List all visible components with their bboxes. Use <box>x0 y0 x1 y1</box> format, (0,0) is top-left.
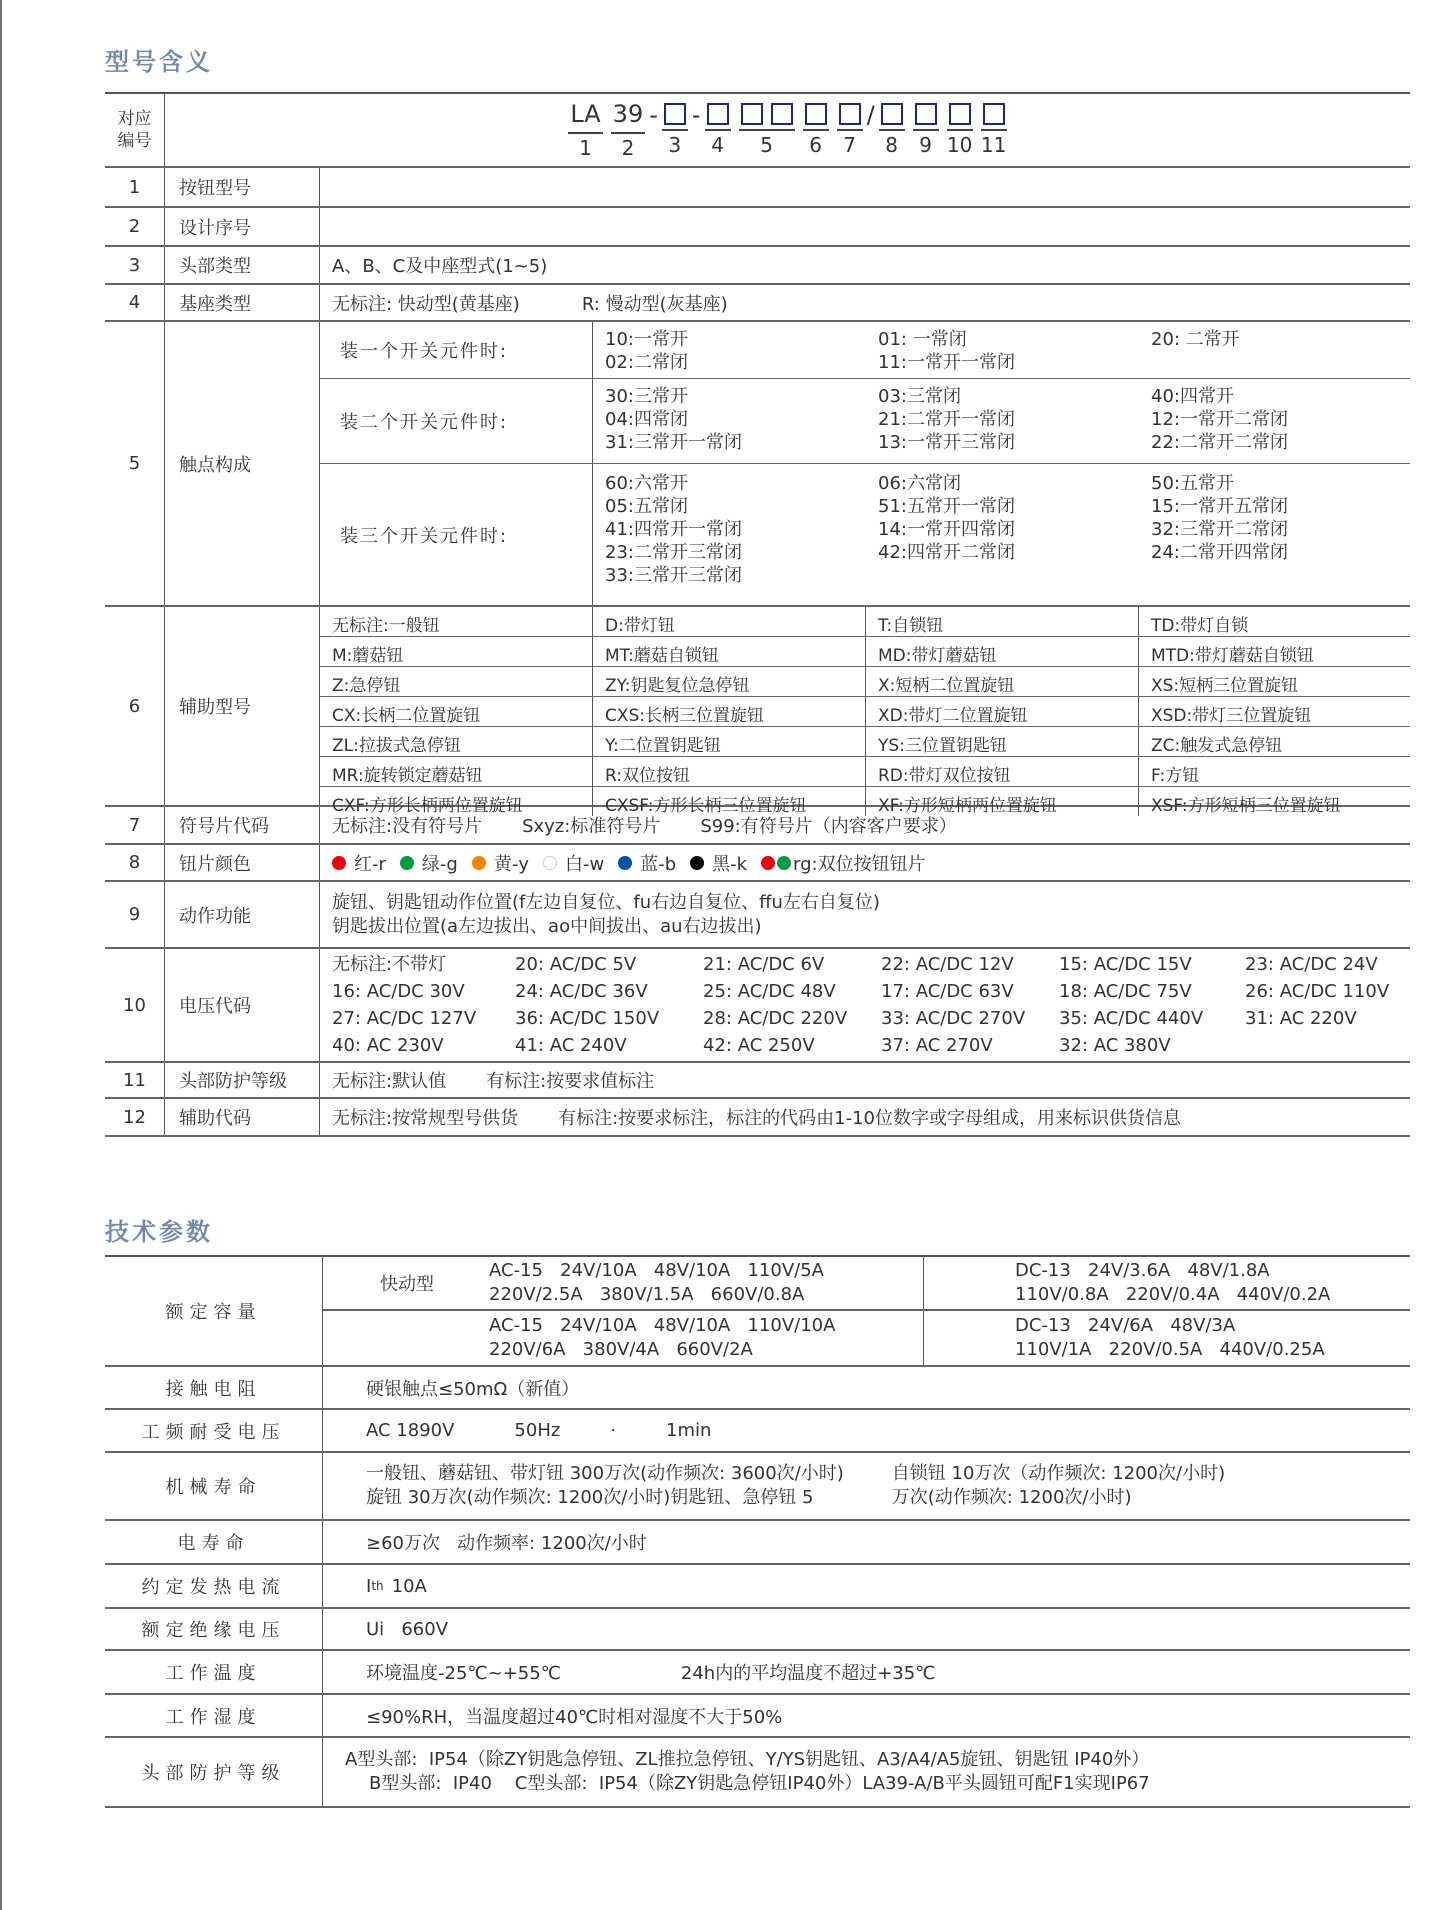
voltage-code: 15: AC/DC 15V <box>1059 954 1192 975</box>
table-row <box>105 1099 1410 1137</box>
code-position-number: 5 <box>760 133 773 157</box>
contact-code-column <box>593 464 866 605</box>
contact-code: 01: 一常闭 <box>878 329 967 350</box>
row-number: 9 <box>105 882 165 947</box>
table-row <box>105 322 1410 607</box>
row-value: 无标注: 快动型(黄基座) <box>332 293 520 315</box>
table-row <box>105 208 1410 247</box>
aux-type-item: CXS:长柄三位置旋钮 <box>593 697 866 727</box>
type-label: 快动型 <box>380 1274 434 1295</box>
table-row <box>105 607 1410 816</box>
code-segment <box>947 103 973 157</box>
row-number: 5 <box>105 322 165 605</box>
row-value <box>323 1453 1410 1519</box>
code-position-number: 10 <box>946 133 973 157</box>
voltage-code: 24: AC/DC 36V <box>515 981 648 1002</box>
row-label: 电寿命 <box>105 1521 323 1563</box>
dc-ratings <box>924 1311 1410 1365</box>
contact-code: 60:六常开 <box>605 473 688 495</box>
voltage-code: 33: AC/DC 270V <box>881 1008 1026 1029</box>
header-label <box>105 94 165 166</box>
table-row <box>105 247 1410 285</box>
code-segment <box>837 103 863 157</box>
rating-line: DC-13 24V/6A 48V/3A <box>1015 1315 1236 1336</box>
table-row <box>105 949 1410 1063</box>
row-value <box>323 1521 1410 1563</box>
voltage-code: 32: AC 380V <box>1059 1035 1171 1056</box>
code-placeholder-box <box>771 103 793 125</box>
capacity-cell <box>323 1257 1410 1365</box>
dc-lines <box>1015 1314 1325 1362</box>
table-row <box>105 1695 1410 1738</box>
text-line: 旋钮 30万次(动作频次: 1200次/小时)钥匙钮、急停钮 5 <box>366 1487 814 1508</box>
voltage-code: 无标注:不带灯 <box>332 954 447 975</box>
code-segment <box>879 103 905 157</box>
contact-subrow <box>320 379 1410 464</box>
voltage-code: 41: AC 240V <box>515 1035 627 1056</box>
row-number: 12 <box>105 1099 165 1135</box>
color-dot-icon <box>332 856 346 870</box>
ac-ratings <box>323 1311 924 1365</box>
voltage-code: 37: AC 270V <box>881 1035 993 1056</box>
row-label: 工作湿度 <box>105 1695 323 1736</box>
code-placeholder-box <box>741 103 763 125</box>
code-position-number: 9 <box>919 133 933 157</box>
contact-code: 32:三常开二常闭 <box>1151 519 1288 541</box>
code-slash: / <box>866 101 875 129</box>
code-segment <box>803 103 829 157</box>
code-segment <box>913 103 939 157</box>
code-position-number: 1 <box>579 136 592 160</box>
color-label: 蓝-b <box>640 853 677 875</box>
color-dot-icon <box>690 856 704 870</box>
row-value <box>320 168 1410 206</box>
voltage-code: 36: AC/DC 150V <box>515 1008 660 1029</box>
table-row <box>105 1410 1410 1453</box>
voltage-code: 25: AC/DC 48V <box>703 981 836 1002</box>
color-dot-icon <box>400 856 414 870</box>
code-segment <box>568 100 602 160</box>
text-line: 钥匙拔出位置(a左边拔出、ao中间拔出、au右边拔出) <box>332 915 762 937</box>
dc-ratings <box>924 1257 1410 1309</box>
header-label-line: 编号 <box>117 131 152 151</box>
contact-code: 33:三常开三常闭 <box>605 565 742 587</box>
contact-code: 13:一常开三常闭 <box>878 431 1015 453</box>
header-label-line: 对应 <box>117 109 152 129</box>
table-row-capacity <box>105 1257 1410 1367</box>
code-segment-top <box>837 103 863 131</box>
table-row <box>105 1453 1410 1521</box>
row-label: 工频耐受电压 <box>105 1410 323 1451</box>
subrow-label: 装一个开关元件时: <box>320 322 593 378</box>
voltage-code: 27: AC/DC 127V <box>332 1008 477 1029</box>
code-position-number: 8 <box>885 133 899 157</box>
voltage-code: 42: AC 250V <box>703 1035 815 1056</box>
contact-code: 40:四常开 <box>1151 385 1234 407</box>
life-right <box>892 1462 1225 1510</box>
contact-code: 21:二常开一常闭 <box>878 408 1015 430</box>
row-number: 2 <box>105 208 165 245</box>
table-row <box>105 882 1410 949</box>
table-row <box>105 1738 1410 1808</box>
section-title-tech: 技术参数 <box>105 1218 213 1246</box>
tech-params-table <box>105 1255 1410 1808</box>
value-part: 环境温度-25℃~+55℃ <box>366 1663 561 1684</box>
row-value: 无标注:按常规型号供货 <box>332 1108 519 1129</box>
text-line: 万次(动作频次: 1200次/小时) <box>891 1487 1132 1508</box>
row-number: 6 <box>105 607 165 805</box>
contact-code: 03:三常闭 <box>878 385 961 407</box>
row-label: 辅助型号 <box>165 607 320 805</box>
current-subscript: th <box>371 1579 384 1593</box>
row-number: 7 <box>105 807 165 843</box>
row-label: 动作功能 <box>165 882 320 947</box>
color-dot-icon <box>777 856 791 870</box>
contact-code: 30:三常开 <box>605 385 688 407</box>
code-position-number: 3 <box>668 133 682 157</box>
contact-code: 14:一常开四常闭 <box>878 519 1015 541</box>
row-label: 头部类型 <box>165 247 320 283</box>
aux-type-item: MT:蘑菇自锁钮 <box>593 637 866 667</box>
contact-code: 20: 二常开 <box>1151 329 1240 350</box>
code-segment <box>705 103 731 157</box>
contact-code: 42:四常开二常闭 <box>878 542 1015 564</box>
code-position-number: 2 <box>621 136 635 160</box>
row-label: 符号片代码 <box>165 807 320 843</box>
protection-lines <box>345 1748 1150 1796</box>
section-title-model: 型号含义 <box>105 48 213 76</box>
code-prefix: LA <box>570 100 601 128</box>
table-row <box>105 807 1410 845</box>
voltage-code: 26: AC/DC 110V <box>1245 981 1390 1002</box>
value-part: · <box>610 1420 617 1441</box>
contact-config-cell <box>320 322 1410 605</box>
contact-code: 31:三常开一常闭 <box>605 431 742 453</box>
row-value <box>320 208 1410 245</box>
aux-type-item: YS:三位置钥匙钮 <box>866 727 1139 757</box>
aux-type-item: XS:短柄三位置旋钮 <box>1139 667 1410 697</box>
voltage-code: 35: AC/DC 440V <box>1059 1008 1204 1029</box>
value-part: 24h内的平均温度不超过+35℃ <box>680 1663 936 1684</box>
aux-type-item: ZL:拉拔式急停钮 <box>320 727 593 757</box>
value-text: ≥60万次 动作频率: 1200次/小时 <box>366 1533 647 1554</box>
aux-type-item: XD:带灯二位置旋钮 <box>866 697 1139 727</box>
color-dot-icon <box>472 856 486 870</box>
code-segment <box>981 103 1007 157</box>
text-line: 旋钮、钥匙钮动作位置(f左边自复位、fu右边自复位、ffu左右自复位) <box>332 891 880 913</box>
voltage-code-grid <box>320 949 1410 1061</box>
dc-lines <box>1015 1259 1330 1307</box>
code-placeholder-box <box>949 103 971 125</box>
rating-line: AC-15 24V/10A 48V/10A 110V/10A <box>489 1315 836 1336</box>
voltage-code: 31: AC 220V <box>1245 1008 1357 1029</box>
code-header-row <box>105 94 1410 168</box>
contact-code: 06:六常闭 <box>878 473 961 495</box>
capacity-subrow <box>323 1257 1410 1311</box>
row-value <box>323 1738 1410 1806</box>
code-position-number: 6 <box>809 133 822 157</box>
voltage-code: 28: AC/DC 220V <box>703 1008 848 1029</box>
contact-code: 04:四常闭 <box>605 408 688 430</box>
row-number: 8 <box>105 845 165 880</box>
code-segment <box>611 100 646 160</box>
row-label: 辅助代码 <box>165 1099 320 1135</box>
table-row <box>105 1609 1410 1651</box>
row-label: 头部防护等级 <box>105 1738 323 1806</box>
code-segment-top <box>705 103 731 131</box>
contact-code: 15:一常开五常闭 <box>1151 496 1288 518</box>
aux-type-item: CX:长柄二位置旋钮 <box>320 697 593 727</box>
contact-code: 50:五常开 <box>1151 473 1234 495</box>
contact-code-column <box>1139 322 1410 378</box>
color-label: 红-r <box>354 853 386 875</box>
row-number: 11 <box>105 1063 165 1097</box>
value-part: 50Hz <box>514 1420 561 1441</box>
button-color-list <box>320 845 1410 880</box>
color-dot-icon <box>543 856 557 870</box>
aux-type-item: X:短柄二位置旋钮 <box>866 667 1139 697</box>
row-number: 1 <box>105 168 165 206</box>
aux-type-item: MR:旋转锁定蘑菇钮 <box>320 757 593 787</box>
row-value <box>323 1367 1410 1408</box>
contact-code-column <box>1139 464 1410 605</box>
voltage-code: 17: AC/DC 63V <box>881 981 1014 1002</box>
row-values <box>320 1063 1410 1097</box>
aux-type-item: CXF:方形长柄两位置旋钮 <box>320 787 593 816</box>
contact-code: 05:五常闭 <box>605 496 688 518</box>
code-placeholder-box <box>805 103 827 125</box>
row-value <box>323 1609 1410 1649</box>
code-segment-top <box>739 103 795 131</box>
row-values <box>320 285 1410 320</box>
contact-code-column <box>866 322 1139 378</box>
contact-code: 02:二常闭 <box>605 352 688 373</box>
aux-type-item: R:双位按钮 <box>593 757 866 787</box>
value-part: AC 1890V <box>366 1420 455 1441</box>
code-placeholder-box <box>664 103 686 125</box>
subrow-label: 装三个开关元件时: <box>320 464 593 605</box>
code-dash: - <box>691 101 701 129</box>
action-function-lines <box>320 882 1410 947</box>
aux-type-item: MTD:带灯蘑菇自锁钮 <box>1139 637 1410 667</box>
contact-code-column <box>866 379 1139 463</box>
row-value: 有标注:按要求值标注 <box>486 1071 655 1092</box>
row-number: 10 <box>105 949 165 1061</box>
code-segment-top <box>879 103 905 131</box>
code-segment <box>662 103 688 157</box>
aux-type-grid <box>320 607 1410 816</box>
value-text: Ui 660V <box>366 1618 449 1640</box>
row-value: A、B、C及中座型式(1~5) <box>332 256 548 277</box>
voltage-code: 23: AC/DC 24V <box>1245 954 1378 975</box>
capacity-subrow <box>323 1311 1410 1365</box>
aux-type-item: ZC:触发式急停钮 <box>1139 727 1410 757</box>
row-label: 额定绝缘电压 <box>105 1609 323 1649</box>
voltage-code: 16: AC/DC 30V <box>332 981 465 1002</box>
color-dot-icon <box>618 856 632 870</box>
rating-line: 220V/2.5A 380V/1.5A 660V/0.8A <box>489 1284 805 1305</box>
table-row <box>105 285 1410 322</box>
color-label: 黑-k <box>712 853 748 875</box>
table-row <box>105 1521 1410 1565</box>
contact-code-column <box>1139 379 1410 463</box>
code-placeholder-box <box>915 103 937 125</box>
row-value: Sxyz:标准符号片 <box>522 816 661 837</box>
voltage-code: 40: AC 230V <box>332 1035 444 1056</box>
life-left <box>366 1462 844 1510</box>
table-row <box>105 1651 1410 1695</box>
contact-code-column <box>866 464 1139 605</box>
contact-code: 10:一常开 <box>605 329 688 350</box>
color-label: 黄-y <box>493 853 529 875</box>
model-code-diagram <box>165 94 1410 166</box>
code-position-number: 4 <box>711 133 724 157</box>
row-values <box>320 1099 1410 1135</box>
row-label: 头部防护等级 <box>165 1063 320 1097</box>
row-label: 额定容量 <box>105 1257 323 1365</box>
code-segment-top <box>913 103 939 131</box>
table-row <box>105 1063 1410 1099</box>
contact-code: 12:一常开二常闭 <box>1151 408 1288 430</box>
row-value: R: 慢动型(灰基座) <box>581 293 728 315</box>
row-label: 按钮型号 <box>165 168 320 206</box>
code-segment <box>739 103 795 157</box>
contact-code: 22:二常开二常闭 <box>1151 431 1288 453</box>
rating-line: 110V/0.8A 220V/0.4A 440V/0.2A <box>1015 1284 1331 1305</box>
code-segment-top <box>611 100 646 134</box>
aux-type-item: ZY:钥匙复位急停钮 <box>593 667 866 697</box>
page-edge <box>0 0 2 1910</box>
aux-type-item: MD:带灯蘑菇钮 <box>866 637 1139 667</box>
table-row <box>105 1565 1410 1609</box>
contact-code: 24:二常开四常闭 <box>1151 542 1288 564</box>
voltage-code: 20: AC/DC 5V <box>515 954 637 975</box>
code-placeholder-box <box>707 103 729 125</box>
ac-ratings <box>323 1257 924 1309</box>
text-line: 自锁钮 10万次（动作频次: 1200次/小时) <box>891 1463 1226 1484</box>
aux-type-item: TD:带灯自锁 <box>1139 607 1410 637</box>
row-values <box>320 807 1410 843</box>
color-pair-label: rg:双位按钮钮片 <box>793 853 926 875</box>
code-segment-top <box>568 100 602 134</box>
ac-lines <box>489 1259 824 1307</box>
current-value: 10A <box>391 1575 427 1597</box>
row-value: S99:有符号片（内容客户要求） <box>700 816 957 837</box>
code-placeholder-box <box>839 103 861 125</box>
contact-subrow <box>320 322 1410 379</box>
contact-code-column <box>593 379 866 463</box>
aux-type-item: D:带灯钮 <box>593 607 866 637</box>
contact-code: 41:四常开一常闭 <box>605 519 742 541</box>
code-series: 39 <box>612 100 644 128</box>
row-number: 3 <box>105 247 165 283</box>
aux-type-item: CXSF:方形长柄三位置旋钮 <box>593 787 866 816</box>
aux-type-item: 无标注:一般钮 <box>320 607 593 637</box>
row-label: 触点构成 <box>165 322 320 605</box>
current-symbol: I <box>366 1575 372 1597</box>
code-segment-top <box>662 103 688 131</box>
contact-code: 11:一常开一常闭 <box>878 352 1015 373</box>
aux-type-item: T:自锁钮 <box>866 607 1139 637</box>
row-label: 约定发热电流 <box>105 1565 323 1607</box>
code-position-number: 11 <box>980 133 1007 157</box>
ac-lines <box>489 1314 835 1362</box>
table-row <box>105 168 1410 208</box>
color-label: 绿-g <box>421 853 458 875</box>
rating-line: 110V/1A 220V/0.5A 440V/0.25A <box>1015 1339 1325 1360</box>
rating-line: AC-15 24V/10A 48V/10A 110V/5A <box>489 1260 824 1281</box>
code-position-number: 7 <box>843 133 856 157</box>
row-value <box>323 1695 1410 1736</box>
aux-type-item: XSF:方形短柄三位置旋钮 <box>1151 796 1341 816</box>
text-line: B型头部: IP40 C型头部: IP54（除ZY钥匙急停钮IP40外）LA39-A/B平头圆钮可配F1实现IP67 <box>369 1773 1150 1794</box>
text-line: 一般钮、蘑菇钮、带灯钮 300万次(动作频次: 3600次/小时) <box>366 1463 844 1484</box>
row-label: 钮片颜色 <box>165 845 320 880</box>
value-text: 硬银触点≤50mΩ（新值） <box>366 1378 580 1400</box>
aux-type-item: Y:二位置钥匙钮 <box>593 727 866 757</box>
aux-type-item: M:蘑菇钮 <box>320 637 593 667</box>
table-row <box>105 845 1410 882</box>
table-row <box>105 1367 1410 1410</box>
code-segment-top <box>947 103 973 131</box>
color-dot-icon <box>761 856 775 870</box>
aux-type-item: Z:急停钮 <box>320 667 593 697</box>
row-value <box>323 1410 1410 1451</box>
rating-line: DC-13 24V/3.6A 48V/1.8A <box>1015 1260 1270 1281</box>
aux-type-item: XSD:带灯三位置旋钮 <box>1139 697 1410 727</box>
voltage-code: 22: AC/DC 12V <box>881 954 1014 975</box>
row-value: 无标注:默认值 <box>332 1071 447 1092</box>
value-part: 1min <box>666 1420 712 1441</box>
value-text: ≤90%RH，当温度超过40℃时相对湿度不大于50% <box>366 1706 783 1728</box>
row-label: 设计序号 <box>165 208 320 245</box>
text-line: A型头部: IP54（除ZY钥匙急停钮、ZL推拉急停钮、Y/YS钥匙钮、A3/A4/A5旋钮、钥匙钮 IP40外） <box>345 1749 1150 1770</box>
row-label: 机械寿命 <box>105 1453 323 1519</box>
voltage-code: 18: AC/DC 75V <box>1059 981 1192 1002</box>
rating-line: 220V/6A 380V/4A 660V/2A <box>489 1339 753 1360</box>
row-label: 工作温度 <box>105 1651 323 1693</box>
row-label: 电压代码 <box>165 949 320 1061</box>
aux-type-item: F:方钮 <box>1139 757 1410 787</box>
subrow-label: 装二个开关元件时: <box>320 379 593 463</box>
model-meaning-table <box>105 92 1410 1137</box>
contact-subrow <box>320 464 1410 605</box>
row-value <box>323 1651 1410 1693</box>
contact-code: 51:五常开一常闭 <box>878 496 1015 518</box>
voltage-code: 21: AC/DC 6V <box>703 954 825 975</box>
code-segment-top <box>803 103 829 131</box>
code-placeholder-box <box>983 103 1005 125</box>
contact-code: 23:二常开三常闭 <box>605 542 742 564</box>
code-segment-top <box>981 103 1007 131</box>
contact-code-column <box>593 322 866 378</box>
aux-type-item: XF:方形短柄两位置旋钮 <box>866 787 1139 816</box>
code-placeholder-box <box>881 103 903 125</box>
row-value: 无标注:没有符号片 <box>332 816 483 837</box>
row-label: 基座类型 <box>165 285 320 320</box>
row-value: 有标注:按要求标注，标注的代码由1-10位数字或字母组成，用来标识供货信息 <box>558 1108 1181 1129</box>
aux-type-item: RD:带灯双位按钮 <box>866 757 1139 787</box>
row-number: 4 <box>105 285 165 320</box>
row-label: 接触电阻 <box>105 1367 323 1408</box>
color-label: 白-w <box>564 853 605 875</box>
row-value <box>323 1565 1410 1607</box>
code-dash: - <box>649 101 658 129</box>
